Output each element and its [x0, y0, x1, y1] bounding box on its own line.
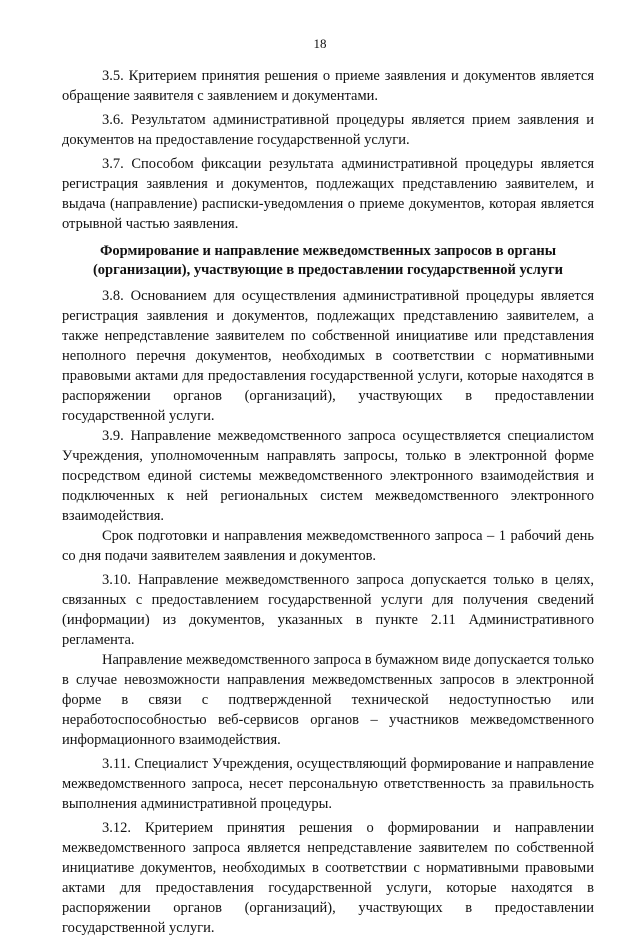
paragraph-3-6: 3.6. Результатом административной процедуры является прием заявления и документов на предоставление государственной услуги.	[62, 112, 594, 148]
paragraph-3-8: 3.8. Основанием для осуществления административной процедуры является регистрация заявления и документов, подлежащих представлению заявителем, а также непредставление заявителем по собственной инициативе или представления неполного перечня документов, необходимых в соответствии с нормативными правовыми актами для предоставления государственной услуги, которые находятся в распоряжении органов (организаций), участвующих в предоставлении государственной услуги.	[62, 288, 594, 424]
page-number: 18	[313, 36, 327, 51]
paragraph-3-10: 3.10. Направление межведомственного запроса допускается только в целях, связанных с предоставлением государственной услуги для получения сведений (информации) из документов, указанных в пункте 2.11 Административного регламента.	[62, 572, 594, 648]
paragraph-3-10-paper: Направление межведомственного запроса в бумажном виде допускается только в случае невозможности направления межведомственных запросов в электронной форме в связи с подтвержденной технической недоступностью или неработоспособностью веб-сервисов органов – участников межведомственного информационного взаимодействия.	[62, 652, 594, 748]
paragraph-3-9-deadline: Срок подготовки и направления межведомственного запроса – 1 рабочий день со дня подачи заявителем заявления и документов.	[62, 528, 594, 564]
section-heading: Формирование и направление межведомственных запросов в органы (организации), участвующие в предоставлении государственной услуги	[92, 243, 564, 278]
paragraph-3-11: 3.11. Специалист Учреждения, осуществляющий формирование и направление межведомственного запроса, несет персональную ответственность за правильность выполнения административной процедуры.	[62, 756, 594, 812]
paragraph-3-12: 3.12. Критерием принятия решения о формировании и направлении межведомственного запроса является непредставление заявителем по собственной инициативе документов, необходимых в соответствии с нормативными правовыми актами для предоставления государственной услуги, которые находятся в распоряжении органов (организаций), участвующих в предоставлении государственной услуги.	[62, 820, 594, 936]
paragraph-3-5: 3.5. Критерием принятия решения о приеме заявления и документов является обращение заявителя с заявлением и документами.	[62, 68, 594, 104]
paragraph-3-7: 3.7. Способом фиксации результата административной процедуры является регистрация заявления и документов, подлежащих представлению заявителем, и выдача (направление) расписки-уведомления о приеме документов, которая является отрывной частью заявления.	[62, 156, 594, 232]
document-body	[62, 66, 594, 938]
paragraph-3-9: 3.9. Направление межведомственного запроса осуществляется специалистом Учреждения, уполномоченным направлять запросы, только в электронной форме посредством единой системы межведомственного электронного взаимодействия и подключенных к ней региональных систем межведомственного электронного взаимодействия.	[62, 428, 594, 524]
